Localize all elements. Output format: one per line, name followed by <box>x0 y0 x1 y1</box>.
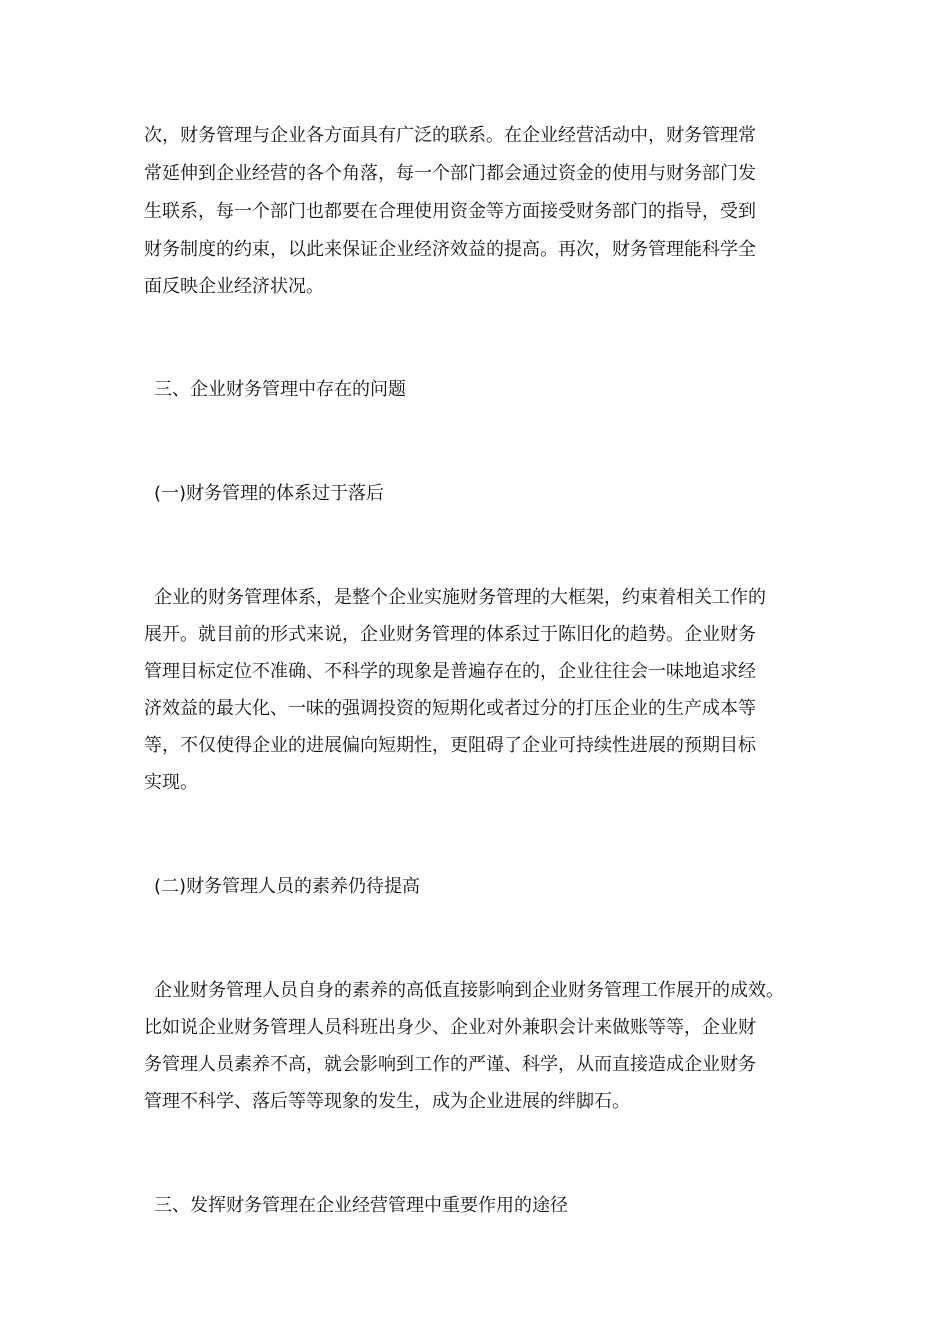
subheading-system-outdated: (一)财务管理的体系过于落后 <box>154 483 385 504</box>
paragraph-2-line-2: 展开。就目前的形式来说，企业财务管理的体系过于陈旧化的趋势。企业财务 <box>144 624 756 645</box>
paragraph-3-line-2: 比如说企业财务管理人员科班出身少、企业对外兼职会计来做账等等，企业财 <box>144 1017 756 1038</box>
paragraph-2-line-4: 济效益的最大化、一味的强调投资的短期化或者过分的打压企业的生产成本等 <box>144 698 756 719</box>
paragraph-1-line-5: 面反映企业经济状况。 <box>144 276 324 297</box>
paragraph-1-line-3: 生联系，每一个部门也都要在合理使用资金等方面接受财务部门的指导，受到 <box>144 201 756 222</box>
section-heading-approaches: 三、发挥财务管理在企业经营管理中重要作用的途径 <box>154 1195 568 1216</box>
paragraph-3-line-4: 管理不科学、落后等等现象的发生，成为企业进展的绊脚石。 <box>144 1091 630 1112</box>
paragraph-1-line-1: 次，财务管理与企业各方面具有广泛的联系。在企业经营活动中，财务管理常 <box>144 125 756 146</box>
paragraph-2-line-3: 管理目标定位不准确、不科学的现象是普遍存在的，企业往往会一味地追求经 <box>144 661 756 682</box>
subheading-staff-quality: (二)财务管理人员的素养仍待提高 <box>154 876 421 897</box>
paragraph-2-line-1: 企业的财务管理体系，是整个企业实施财务管理的大框架，约束着相关工作的 <box>154 587 766 608</box>
paragraph-3-line-3: 务管理人员素养不高，就会影响到工作的严谨、科学，从而直接造成企业财务 <box>144 1054 756 1075</box>
paragraph-1-line-2: 常延伸到企业经营的各个角落，每一个部门都会通过资金的使用与财务部门发 <box>144 163 756 184</box>
paragraph-2-line-6: 实现。 <box>144 772 198 793</box>
section-heading-problems: 三、企业财务管理中存在的问题 <box>154 379 406 400</box>
paragraph-3-line-1: 企业财务管理人员自身的素养的高低直接影响到企业财务管理工作展开的成效。 <box>154 980 784 1001</box>
paragraph-1-line-4: 财务制度的约束，以此来保证企业经济效益的提高。再次，财务管理能科学全 <box>144 239 756 260</box>
paragraph-2-line-5: 等，不仅使得企业的进展偏向短期性，更阻碍了企业可持续性进展的预期目标 <box>144 735 756 756</box>
